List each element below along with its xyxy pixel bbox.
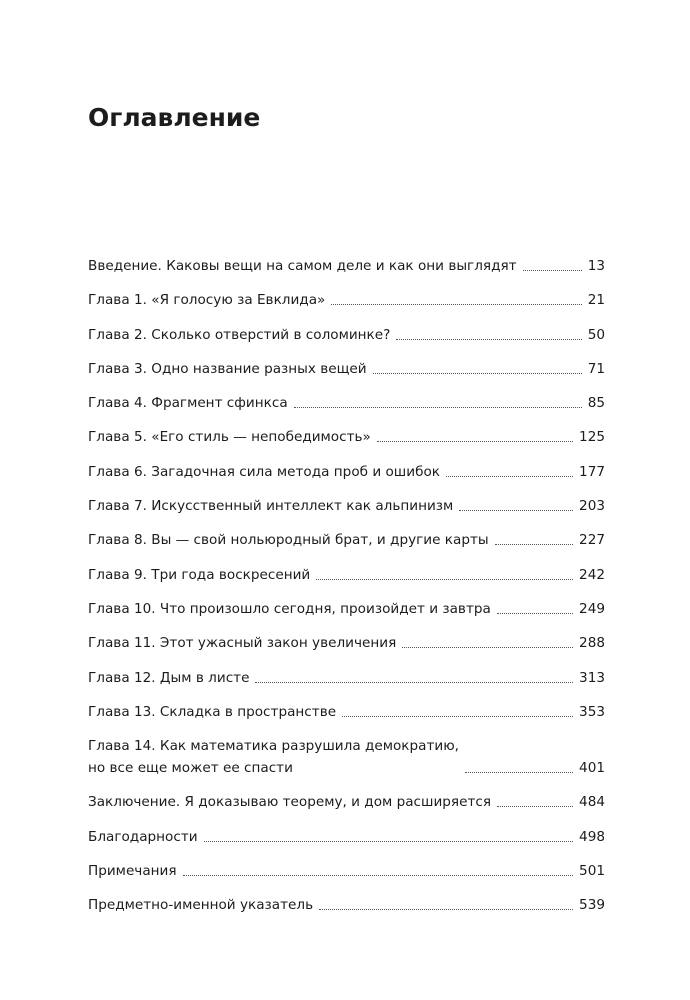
- dot-leader: [497, 613, 573, 614]
- toc-entry-title: Глава 9. Три года воскресений: [88, 566, 311, 583]
- dot-leader: [316, 579, 573, 580]
- toc-entry-page-number: 71: [587, 360, 605, 377]
- toc-entry-title: Примечания: [88, 863, 177, 880]
- toc-entry: [88, 564, 605, 586]
- toc-entry: [88, 735, 605, 779]
- toc-entry: [88, 598, 605, 620]
- toc-entry: [88, 461, 605, 483]
- toc-entry-title: Глава 8. Вы — свой нольюродный брат, и другие карты: [88, 532, 489, 549]
- toc-entry-title: Глава 4. Фрагмент сфинкса: [88, 395, 288, 412]
- toc-entry-page-number: 498: [579, 828, 605, 845]
- toc-entry-page-number: 313: [579, 669, 605, 686]
- dot-leader: [319, 909, 573, 910]
- toc-entry-title: Глава 3. Одно название разных вещей: [88, 360, 367, 377]
- toc-entry: [88, 289, 605, 311]
- toc-entry-title: Глава 5. «Его стиль — непобедимость»: [88, 429, 371, 446]
- toc-entry: [88, 894, 605, 916]
- dot-leader: [459, 510, 573, 511]
- toc-entry: [88, 860, 605, 882]
- dot-leader: [255, 682, 573, 683]
- toc-entry: [88, 791, 605, 813]
- toc-entry-page-number: 50: [587, 326, 605, 343]
- toc-entry-page-number: 288: [579, 635, 605, 652]
- toc-entry: [88, 529, 605, 551]
- toc-entry-page-number: 177: [579, 463, 605, 480]
- toc-entry-title: Предметно-именной указатель: [88, 897, 314, 914]
- dot-leader: [342, 716, 573, 717]
- toc-entry-page-number: 203: [579, 498, 605, 515]
- toc-entry-title: Глава 13. Складка в пространстве: [88, 703, 337, 720]
- dot-leader: [373, 373, 582, 374]
- dot-leader: [495, 544, 573, 545]
- toc-entry-page-number: 484: [579, 794, 605, 811]
- dot-leader: [396, 339, 581, 340]
- toc-entry: [88, 255, 605, 277]
- toc-entry-page-number: 227: [579, 532, 605, 549]
- toc-entry-title: Глава 2. Сколько отверстий в соломинке?: [88, 326, 391, 343]
- toc-entry-page-number: 401: [579, 760, 605, 777]
- toc-entry-page-number: 249: [579, 600, 605, 617]
- toc-entry-page-number: 353: [579, 703, 605, 720]
- dot-leader: [497, 806, 573, 807]
- dot-leader: [294, 407, 582, 408]
- toc-entry-page-number: 242: [579, 566, 605, 583]
- toc-entry: [88, 701, 605, 723]
- toc-entry-page-number: 13: [587, 258, 605, 274]
- page-title: Оглавление: [88, 103, 261, 132]
- dot-leader: [523, 270, 582, 271]
- toc-entry-title: Глава 14. Как математика разрушила демократию, но все еще может ее спасти: [88, 738, 459, 777]
- dot-leader: [402, 647, 573, 648]
- dot-leader: [331, 304, 581, 305]
- toc-entry: [88, 426, 605, 448]
- toc-entry: [88, 324, 605, 346]
- toc-entry-title: Глава 10. Что произошло сегодня, произойдет и завтра: [88, 600, 491, 617]
- toc-entry-title: Глава 11. Этот ужасный закон увеличения: [88, 635, 397, 652]
- toc-entry: [88, 495, 605, 517]
- toc-entry-title: Благодарности: [88, 828, 198, 845]
- toc-entry-page-number: 125: [579, 429, 605, 446]
- dot-leader: [446, 476, 573, 477]
- toc-entry-title: Глава 12. Дым в листе: [88, 669, 250, 686]
- toc-entry-title: Глава 7. Искусственный интеллект как альпинизм: [88, 498, 454, 515]
- dot-leader: [465, 772, 573, 773]
- dot-leader: [204, 841, 573, 842]
- dot-leader: [183, 875, 573, 876]
- toc-entry: [88, 826, 605, 848]
- table-of-contents: [88, 255, 605, 929]
- toc-entry-page-number: 539: [579, 897, 605, 914]
- toc-entry-page-number: 21: [587, 292, 605, 309]
- toc-entry-title: Введение. Каковы вещи на самом деле и как они выглядят: [88, 258, 517, 274]
- toc-entry: [88, 392, 605, 414]
- toc-entry-title: Заключение. Я доказываю теорему, и дом расширяется: [88, 794, 492, 811]
- toc-entry-page-number: 85: [587, 395, 605, 412]
- dot-leader: [377, 441, 573, 442]
- toc-entry: [88, 667, 605, 689]
- toc-entry: [88, 632, 605, 654]
- toc-entry-title: Глава 6. Загадочная сила метода проб и ошибок: [88, 463, 440, 480]
- toc-entry: [88, 358, 605, 380]
- toc-entry-title: Глава 1. «Я голосую за Евклида»: [88, 292, 326, 309]
- toc-entry-page-number: 501: [579, 863, 605, 880]
